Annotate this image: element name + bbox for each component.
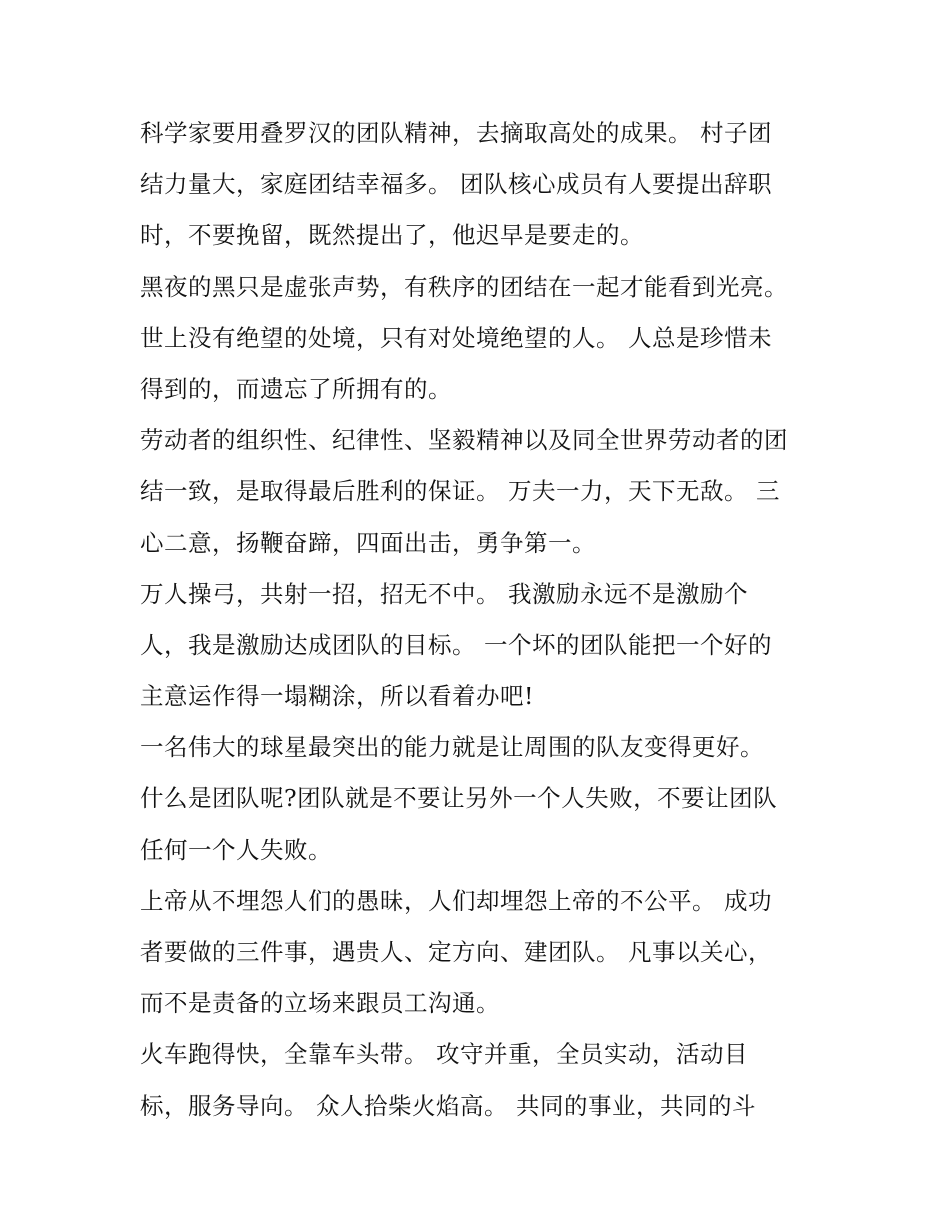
text-line: 心二意，扬鞭奋蹄，四面出击，勇争第一。 <box>140 528 596 557</box>
text-line: 世上没有绝望的处境，只有对处境绝望的人。 人总是珍惜未 <box>140 323 772 352</box>
text-line: 而不是责备的立场来跟员工沟通。 <box>140 989 500 1018</box>
text-line: 结力量大，家庭团结幸福多。 团队核心成员有人要提出辞职 <box>140 170 772 199</box>
text-line: 得到的，而遗忘了所拥有的。 <box>140 374 452 403</box>
text-line: 结一致，是取得最后胜利的保证。 万夫一力，天下无敌。 三 <box>140 477 780 506</box>
text-line: 火车跑得快，全靠车头带。 攻守并重，全员实动，活动目 <box>140 1040 748 1069</box>
text-line: 一名伟大的球星最突出的能力就是让周围的队友变得更好。 <box>140 733 764 762</box>
text-line: 黑夜的黑只是虚张声势，有秩序的团结在一起才能看到光亮。 <box>140 272 788 301</box>
text-line: 任何一个人失败。 <box>140 835 332 864</box>
text-line: 者要做的三件事，遇贵人、定方向、建团队。 凡事以关心， <box>140 938 772 966</box>
text-line: 科学家要用叠罗汉的团队精神，去摘取高处的成果。 村子团 <box>140 119 772 147</box>
text-line: 时，不要挽留，既然提出了，他迟早是要走的。 <box>140 221 644 250</box>
text-line: 主意运作得一塌糊涂，所以看着办吧! <box>140 682 534 711</box>
text-line: 人，我是激励达成团队的目标。 一个坏的团队能把一个好的 <box>140 630 772 659</box>
text-line: 标，服务导向。 众人拾柴火焰高。 共同的事业，共同的斗 <box>140 1091 756 1120</box>
text-line: 劳动者的组织性、纪律性、坚毅精神以及同全世界劳动者的团 <box>140 426 788 455</box>
body-text <box>140 108 830 1132</box>
text-line: 万人操弓，共射一招，招无不中。 我激励永远不是激励个 <box>140 579 748 608</box>
text-line: 什么是团队呢?团队就是不要让另外一个人失败，不要让团队 <box>140 784 778 813</box>
text-line: 上帝从不埋怨人们的愚昧，人们却埋怨上帝的不公平。 成功 <box>140 886 772 915</box>
